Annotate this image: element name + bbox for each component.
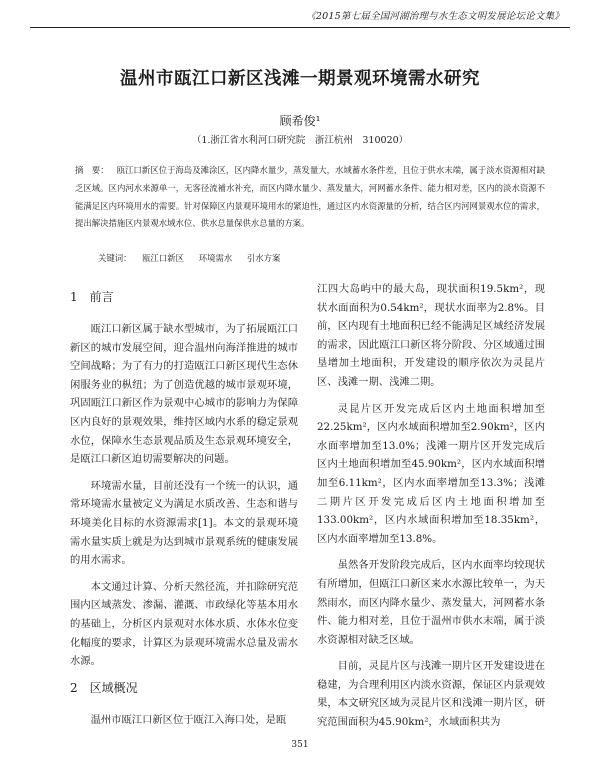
section-number: 2	[70, 680, 78, 695]
paragraph: 温州市瓯江口新区位于瓯江入海口处，是瓯	[90, 713, 287, 726]
section-number: 1	[70, 290, 78, 304]
paragraph: 环境需水量，目前还没有一个统一的认识，通常环境需水量被定义为满足水质改善、生态和谐与环境美化目标的水资源需求[1]。本文的景观环境需水量实质上就是为达到城市景观系统的健康发展的用水需求。	[70, 479, 298, 567]
author: 顾希俊¹	[279, 114, 321, 128]
paragraph: 虽然各开发阶段完成后，区内水面率均较现状有所增加，但瓯江口新区来水水源比较单一，为天然雨水，而区内降水量少、蒸发量大，河网蓄水条件、能力相对差，且位于温州市供水末端，属于淡水资源相对缺乏区域。	[317, 559, 545, 646]
keyword: 环境需水	[198, 253, 233, 263]
paragraph: 江四大岛屿中的最大岛，现状面积19.5km²，现状水面面积为0.54km²，现状水面率为2.8%。目前，区内现有土地面积已经不能满足区域经济发展的需求，因此瓯江口新区将分阶段、分区域通过围垦增加土地面积，开发建设的顺序依次为灵昆片区、浅滩一期、浅滩二期。	[317, 283, 545, 388]
right-column	[317, 280, 545, 740]
paragraph: 目前，灵昆片区与浅滩一期片区开发建设进在稳建，为合理利用区内淡水资源，保证区内景观效果，本文研究区域为灵昆片区和浅滩一期片区，研究范围面积为45.90km²，水域面积共为	[317, 660, 545, 729]
running-head: 《2015第七届全国河湖治理与水生态文明发展论坛论文集》	[306, 11, 564, 22]
keyword: 引水方案	[246, 253, 281, 263]
section-heading-overview	[70, 679, 298, 697]
affiliation: （1.浙江省水利河口研究院 浙江杭州 310020）	[191, 135, 409, 146]
paper-title: 温州市瓯江口新区浅滩一期景观环境需水研究	[120, 69, 480, 89]
abstract	[75, 162, 545, 233]
paragraph: 本文通过计算、分析天然径流，并扣除研究范围内区域蒸发、渗漏、灌溉、市政绿化等基本用水的基础上，分析区内景观对水体水质、水体水位变化幅度的要求，计算区为景观环境需水总量及需水水源。	[70, 580, 298, 668]
section-heading-intro	[70, 288, 298, 306]
left-column	[70, 280, 298, 737]
section-title: 前言	[89, 290, 114, 304]
keyword: 瓯江口新区	[142, 253, 185, 263]
abstract-label: 摘 要：	[75, 165, 109, 175]
page-number: 351	[291, 740, 309, 750]
section-title: 区域概况	[89, 680, 138, 695]
paragraph: 瓯江口新区属于缺水型城市，为了拓展瓯江口新区的城市发展空间，迎合温州向海洋推进的城市空间战略；为了有力的打造瓯江口新区现代生态休闲服务业的枞纽；为了创造优越的城市景观环境，巩固瓯江口新区作为景观中心城市的影响力为保障区内良好的景观效果，维持区域内水系的稳定景观水位，保障水生态景观品质及生态景观环境安全，是瓯江口新区迫切需要解决的问题。	[70, 323, 298, 466]
header-rule	[30, 27, 570, 28]
abstract-text: 瓯江口新区位于海岛及滩涂区，区内降水量少，蒸发量大，水域蓄水条件差，且位于供水末端，属于淡水资源相对缺乏区域。区内河水来源单一，无客径流補水补充，而区内降水量少、蒸发量大，河网蓄水条件、能力相对差，区内的淡水资源不能满足区内环境用水的需要。针对保障区内景观环境用水的紧迫性，通过区内水资源量的分析，结合区内河网景观水位的需求，提出解决措施区内景观水域水位、供水总量保供水总量的方案。	[75, 165, 546, 229]
keywords	[98, 252, 538, 264]
paragraph: 灵昆片区开发完成后区内土地面积增加至22.25km²，区内水域面积增加至2.90km²，区内水面率增加至13.0%；浅滩一期片区开发完成后区内土地面积增加至45.90km²，区内水域面积增加至6.11km²，区内水面率增加至13.3%；浅滩二期片区开发完成后区内土地面积增加至133.00km²，区内水域面积增加至18.35km²，区内水面率增加至13.8%。	[317, 402, 545, 545]
keywords-label: 关键词：	[98, 253, 132, 263]
